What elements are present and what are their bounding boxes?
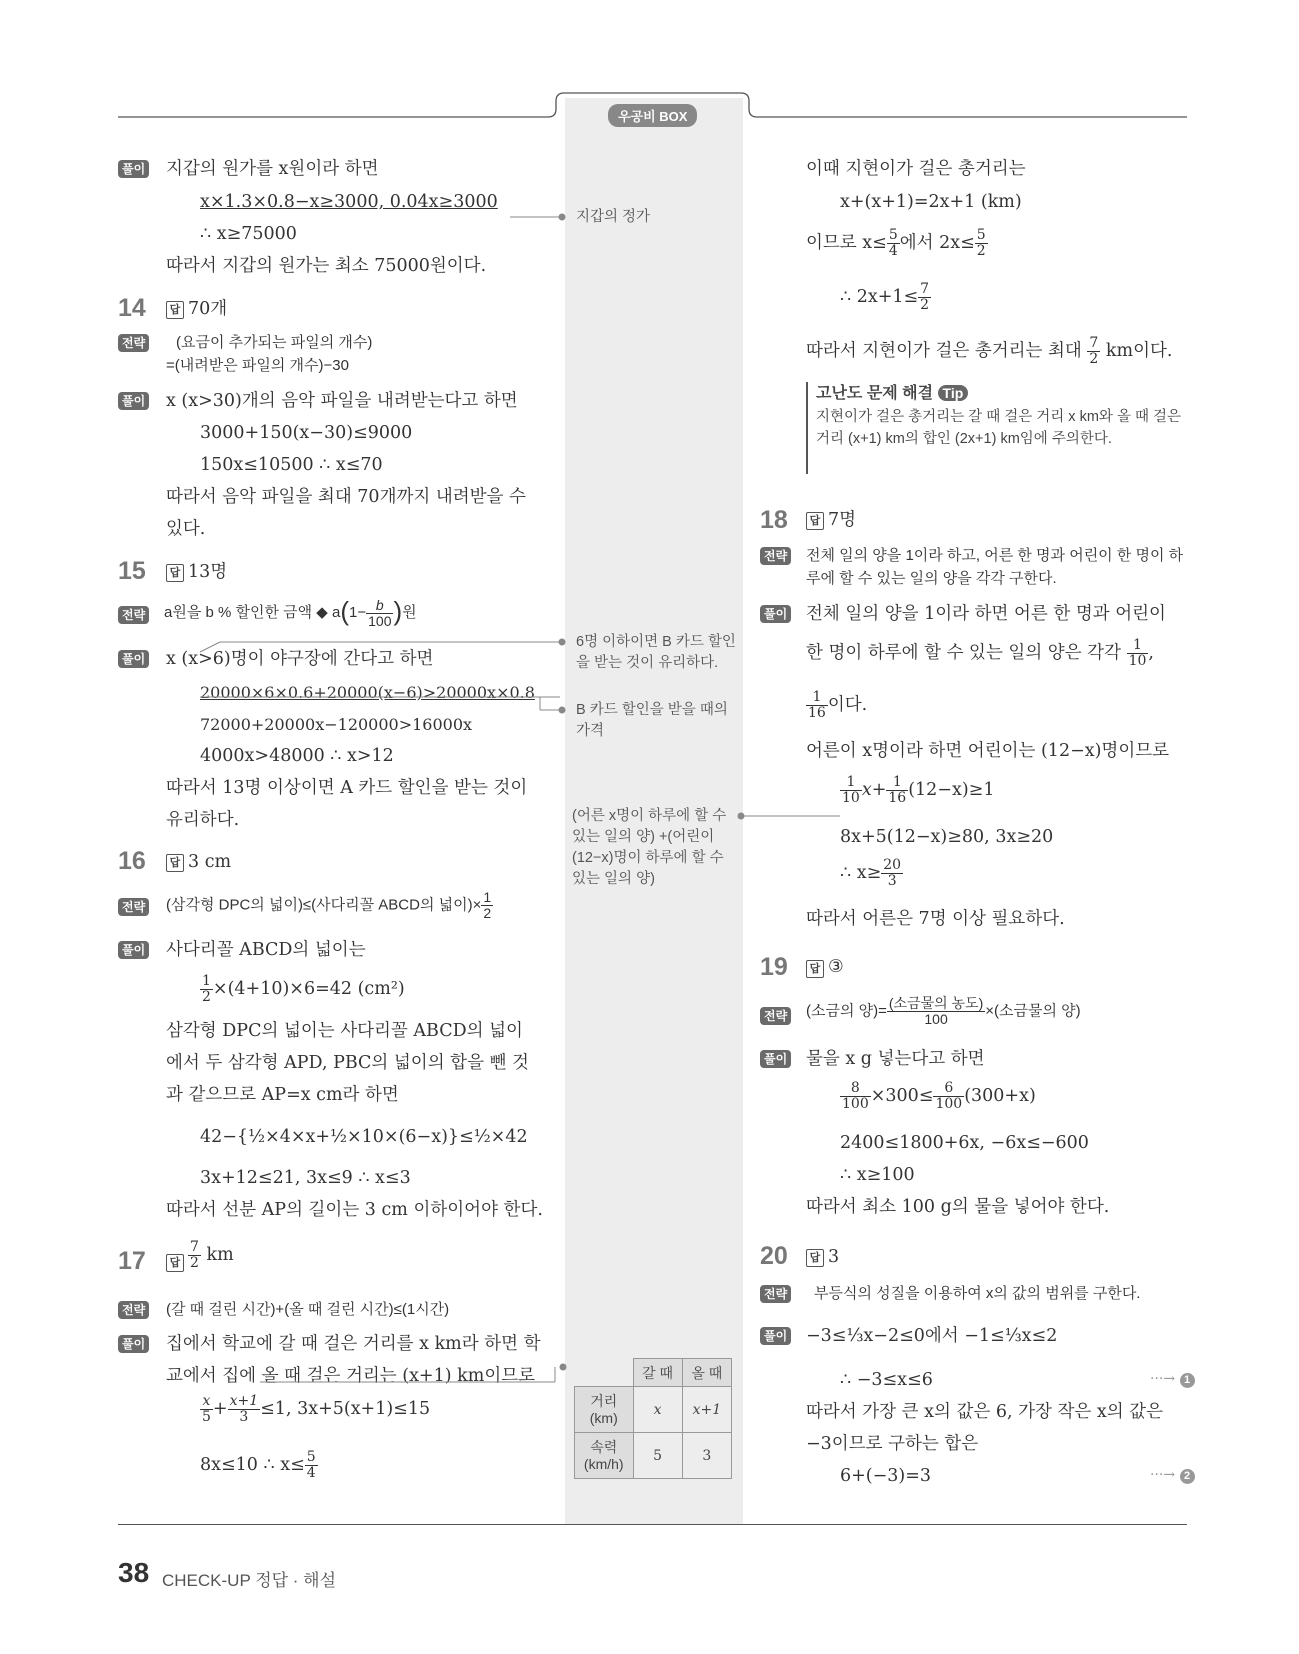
answer-icon: 답: [806, 512, 824, 530]
answer-icon: 답: [166, 1254, 184, 1272]
p14-strategy1: (요금이 추가되는 파일의 개수): [176, 334, 373, 351]
p17-r3: 이므로 x≤ $\frac{5}{4}$ 에서 2x≤ $\frac{5}{2}$: [806, 227, 986, 259]
p18-answer: 7명: [828, 510, 857, 530]
side-note-1: 지갑의 정가: [576, 209, 651, 225]
p17-line2: 교에서 집에 올 때 걸은 거리는 (x+1) km이므로: [166, 1366, 536, 1386]
p16-line5: 따라서 선분 AP의 길이는 3 cm 이하이어야 한다.: [166, 1200, 543, 1220]
p17-r5: 따라서 지현이가 걸은 총거리는 최대 $\frac{7}{2}$ km이다.: [806, 335, 1173, 367]
table-cell: x+1: [682, 1387, 731, 1433]
problem-number: 17: [118, 1247, 146, 1275]
p17-r4: ∴ 2x+1≤ $\frac{7}{2}$: [840, 281, 930, 313]
table-row-label: 거리 (km): [575, 1387, 634, 1433]
tip-title: 고난도 문제 해결 Tip: [816, 380, 968, 403]
p15-answer: 13명: [188, 562, 228, 582]
p17-eq1: $\frac{x}{5}$ + $\frac{x+1}{3}$ ≤1, 3x+5(x+1)≤15: [202, 1393, 431, 1425]
problem-number: 19: [760, 953, 788, 981]
strategy-tag: 전략: [118, 898, 149, 916]
problem-number: 18: [760, 506, 788, 534]
page-number: 38: [118, 1557, 150, 1588]
p16-line1: 사다리꼴 ABCD의 넓이는: [166, 940, 366, 960]
p19-strategy: (소금의 양)= $\frac{\text{(소금물의 농도)}}{100}$ ×(소금물의 양): [806, 995, 1081, 1027]
solution-tag: 풀이: [118, 392, 149, 410]
p19-eq1: $\frac{8}{100}$ ×300≤ $\frac{6}{100}$ (300+x): [842, 1080, 1036, 1112]
footer-rule: [118, 1524, 1187, 1525]
p14-line1: x (x>30)개의 음악 파일을 내려받는다고 하면: [166, 391, 518, 411]
p16-eq3: 3x+12≤21, 3x≤9 ∴ x≤3: [200, 1168, 411, 1188]
p14-eq2: 150x≤10500 ∴ x≤70: [200, 455, 383, 475]
p20-answer: 3: [828, 1247, 840, 1267]
p19-eq2: 2400≤1800+6x, −6x≤−600: [840, 1133, 1089, 1153]
table-cell: x: [633, 1387, 682, 1433]
problem-number: 20: [760, 1242, 788, 1270]
table-cell: 3: [682, 1433, 731, 1479]
solution-tag: 풀이: [118, 650, 149, 668]
p13-eq1: x×1.3×0.8−x≥3000, 0.04x≥3000: [200, 192, 498, 212]
table-header-go: 갈 때: [633, 1359, 682, 1387]
strategy-tag: 전략: [760, 1285, 791, 1303]
tip-badge: Tip: [938, 385, 969, 401]
p18-eq2: 8x+5(12−x)≥80, 3x≥20: [840, 827, 1054, 847]
distance-speed-table: [574, 1358, 732, 1479]
p18-eq1: $\frac{1}{10}$ x+ $\frac{1}{16}$ (12−x)≥1: [842, 774, 995, 806]
step-marker-1: ···→ 1: [1150, 1371, 1195, 1388]
p18-line1: 전체 일의 양을 1이라 하면 어른 한 명과 어린이: [806, 604, 1166, 624]
p15-eq3: 4000x>48000 ∴ x>12: [200, 746, 394, 766]
p18-line2: 한 명이 하루에 할 수 있는 일의 양은 각각 $\frac{1}{10}$ ,: [806, 637, 1154, 669]
p18-eq3: ∴ x≥ $\frac{20}{3}$: [840, 857, 902, 889]
p20-eq1: −3≤⅓x−2≤0에서 −1≤⅓x≤2: [806, 1326, 1058, 1346]
p19-answer: ③: [828, 957, 844, 977]
solution-tag: 풀이: [760, 1050, 791, 1068]
p14-strategy2: =(내려받은 파일의 개수)−30: [166, 357, 349, 374]
table-header-empty: [575, 1359, 634, 1387]
p18-strategy: 전체 일의 양을 1이라 하고, 어른 한 명과 어린이 한 명이 하루에 할 수 있는 일의 양을 각각 구한다.: [806, 547, 1184, 587]
p18-line3: $\frac{1}{16}$ 이다.: [808, 689, 868, 721]
strategy-tag: 전략: [118, 1301, 149, 1319]
p18-line5: 따라서 어른은 7명 이상 필요하다.: [806, 909, 1065, 929]
p14-line3: 있다.: [166, 519, 206, 539]
p16-answer: 3 cm: [188, 852, 232, 872]
answer-icon: 답: [166, 301, 184, 319]
p16-line3: 에서 두 삼각형 APD, PBC의 넓이의 합을 뺀 것: [166, 1053, 529, 1073]
p16-eq2: 42−{½×4×x+½×10×(6−x)}≤½×42: [200, 1127, 528, 1147]
solution-tag: 풀이: [118, 941, 149, 959]
p15-line2: 따라서 13명 이상이면 A 카드 할인을 받는 것이: [166, 778, 528, 798]
table-cell: 5: [633, 1433, 682, 1479]
side-note-2: 6명 이하이면 B 카드 할인을 받는 것이 유리하다.: [576, 634, 736, 671]
p17-r1: 이때 지현이가 걸은 총거리는: [806, 159, 1026, 179]
p20-eq3: 6+(−3)=3: [840, 1466, 932, 1486]
problem-number: 15: [118, 557, 146, 585]
p16-strategy: (삼각형 DPC의 넓이)≤(사다리꼴 ABCD의 넓이)× $\frac{1}{2}$: [166, 889, 492, 921]
p16-line4: 과 같으므로 AP=x cm라 하면: [166, 1085, 399, 1105]
side-note-4: (어른 x명이 하루에 할 수 있는 일의 양) +(어린이 (12−x)명이 하루에 할 수 있는 일의 양): [572, 808, 727, 887]
table-header-back: 올 때: [682, 1359, 731, 1387]
p17-answer: $\frac{7}{2}$ km: [190, 1239, 234, 1271]
p15-eq2: 72000+20000x−120000>16000x: [200, 715, 473, 734]
answer-icon: 답: [806, 1249, 824, 1267]
strategy-tag: 전략: [760, 1007, 791, 1025]
box-label: 우공비 BOX: [608, 104, 697, 127]
p19-line2: 따라서 최소 100 g의 물을 넣어야 한다.: [806, 1197, 1110, 1217]
table-row-label: 속력 (km/h): [575, 1433, 634, 1479]
problem-number: 14: [118, 294, 146, 322]
solution-tag: 풀이: [118, 160, 149, 178]
p16-eq1: $\frac{1}{2}$ ×(4+10)×6=42 (cm²): [202, 973, 405, 1005]
side-note-3: B 카드 할인을 받을 때의 가격: [576, 702, 728, 739]
p17-line1: 집에서 학교에 갈 때 걸은 거리를 x km라 하면 학: [166, 1334, 541, 1354]
strategy-tag: 전략: [760, 547, 791, 565]
p15-eq1: 20000×6×0.6+20000(x−6)>20000x×0.8: [200, 683, 535, 702]
tip-text: 지현이가 걸은 총거리는 갈 때 걸은 거리 x km와 올 때 걸은 거리 (x+1) km의 합인 (2x+1) km임에 주의한다.: [816, 409, 1182, 447]
p20-eq2: ∴ −3≤x≤6: [840, 1370, 933, 1390]
solution-tag: 풀이: [118, 1335, 149, 1353]
p20-strategy: 부등식의 성질을 이용하여 x의 값의 범위를 구한다.: [814, 1285, 1141, 1302]
p14-answer: 70개: [188, 299, 228, 319]
p13-line2: 따라서 지갑의 원가는 최소 75000원이다.: [166, 256, 487, 276]
p17-r2: x+(x+1)=2x+1 (km): [840, 192, 1022, 212]
answer-icon: 답: [806, 960, 824, 978]
p19-line1: 물을 x g 넣는다고 하면: [806, 1049, 985, 1069]
p18-line4: 어른이 x명이라 하면 어린이는 (12−x)명이므로: [806, 741, 1170, 761]
p15-strategy: a원을 b % 할인한 금액 ◆ a(1− $\frac{b}{100}$ )원: [164, 596, 417, 629]
p20-line2: −3이므로 구하는 합은: [806, 1434, 979, 1454]
answer-icon: 답: [166, 854, 184, 872]
p19-eq3: ∴ x≥100: [840, 1165, 915, 1185]
p17-strategy: (갈 때 걸린 시간)+(올 때 걸린 시간)≤(1시간): [166, 1301, 450, 1318]
problem-number: 16: [118, 847, 146, 875]
p17-eq2: 8x≤10 ∴ x≤ $\frac{5}{4}$: [200, 1449, 316, 1481]
step-marker-2: ···→ 2: [1150, 1467, 1195, 1484]
solution-tag: 풀이: [760, 1327, 791, 1345]
answer-icon: 답: [166, 564, 184, 582]
p13-eq2: ∴ x≥75000: [200, 224, 297, 244]
p13-line1: 지갑의 원가를 x원이라 하면: [166, 159, 379, 179]
p20-line1: 따라서 가장 큰 x의 값은 6, 가장 작은 x의 값은: [806, 1402, 1163, 1422]
p16-line2: 삼각형 DPC의 넓이는 사다리꼴 ABCD의 넓이: [166, 1021, 523, 1041]
strategy-tag: 전략: [118, 606, 149, 624]
tip-bar: [806, 382, 808, 474]
solution-tag: 풀이: [760, 605, 791, 623]
p14-eq1: 3000+150(x−30)≤9000: [200, 423, 413, 443]
strategy-tag: 전략: [118, 334, 149, 352]
p15-line1: x (x>6)명이 야구장에 간다고 하면: [166, 649, 434, 669]
footer-brand: CHECK-UP 정답 · 해설: [162, 1571, 336, 1590]
p14-line2: 따라서 음악 파일을 최대 70개까지 내려받을 수: [166, 487, 526, 507]
p15-line3: 유리하다.: [166, 810, 240, 830]
